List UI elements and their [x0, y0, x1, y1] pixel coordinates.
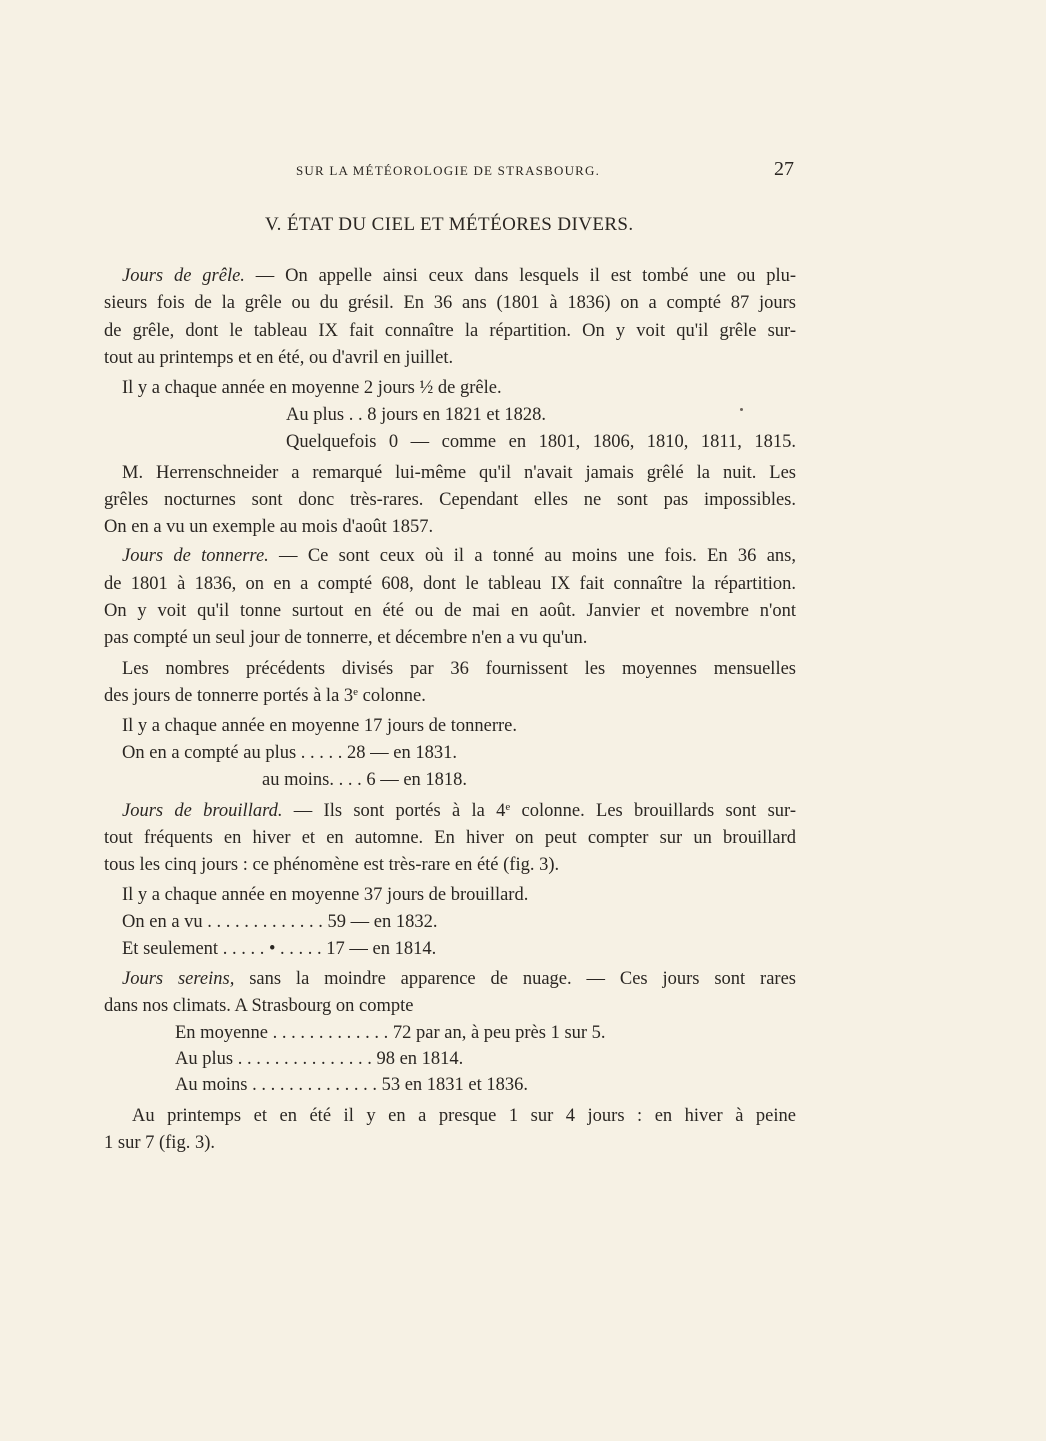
paragraph-line: grêles nocturnes sont donc très-rares. Cependant elles ne sont pas impossibles.: [104, 490, 796, 510]
paragraph-line: tous les cinq jours : ce phénomène est très-rare en été (fig. 3).: [104, 855, 560, 875]
paragraph-heading-grele: Jours de grêle.: [122, 266, 245, 286]
running-head: SUR LA MÉTÉOROLOGIE DE STRASBOURG.: [296, 163, 601, 178]
stat-line: Au plus . . 8 jours en 1821 et 1828.: [286, 405, 547, 425]
stat-line: au moins. . . . 6 — en 1818.: [262, 770, 468, 790]
paragraph-line: dans nos climats. A Strasbourg on compte: [104, 996, 414, 1016]
paragraph-line: On en a vu un exemple au mois d'août 1857.: [104, 517, 434, 537]
ink-speck: [740, 408, 743, 411]
stat-line: En moyenne . . . . . . . . . . . . . 72 par an, à peu près 1 sur 5.: [175, 1023, 606, 1043]
stat-line: On en a vu . . . . . . . . . . . . . 59 — en 1832.: [122, 912, 438, 932]
section-title: V. ÉTAT DU CIEL ET MÉTÉORES DIVERS.: [265, 214, 634, 235]
paragraph-line: des jours de tonnerre portés à la 3e colonne.: [104, 686, 426, 706]
stat-line: Au moins . . . . . . . . . . . . . . 53 en 1831 et 1836.: [175, 1075, 529, 1095]
stat-line: On en a compté au plus . . . . . 28 — en 1831.: [122, 743, 457, 763]
paragraph-line: Les nombres précédents divisés par 36 fournissent les moyennes mensuelles: [122, 659, 796, 679]
paragraph-line: pas compté un seul jour de tonnerre, et décembre n'en a vu qu'un.: [104, 628, 588, 648]
stat-line: Il y a chaque année en moyenne 37 jours de brouillard.: [122, 885, 529, 905]
stat-line: Au plus . . . . . . . . . . . . . . . 98 en 1814.: [175, 1049, 464, 1069]
stat-line: Il y a chaque année en moyenne 2 jours ½ de grêle.: [122, 378, 502, 398]
paragraph-line: Jours de brouillard. — Ils sont portés à la 4e colonne. Les brouillards sont sur-: [122, 801, 796, 821]
paragraph-line: de 1801 à 1836, on en a compté 608, dont le tableau IX fait connaître la répartition.: [104, 574, 796, 594]
paragraph-line: tout au printemps et en été, ou d'avril en juillet.: [104, 348, 454, 368]
stat-line: Et seulement . . . . . • . . . . . 17 — en 1814.: [122, 939, 437, 959]
paragraph-line: tout fréquents en hiver et en automne. En hiver on peut compter sur un brouillard: [104, 828, 796, 848]
paragraph-line: Jours de tonnerre. — Ce sont ceux où il a tonné au moins une fois. En 36 ans,: [122, 546, 796, 566]
paragraph-line: Au printemps et en été il y en a presque 1 sur 4 jours : en hiver à peine: [132, 1106, 796, 1126]
paragraph-line: Jours de grêle. — On appelle ainsi ceux dans lesquels il est tombé une ou plu-: [122, 266, 796, 286]
paragraph-line: 1 sur 7 (fig. 3).: [104, 1133, 215, 1153]
stat-line: Il y a chaque année en moyenne 17 jours de tonnerre.: [122, 716, 518, 736]
paragraph-line: Jours sereins, sans la moindre apparence de nuage. — Ces jours sont rares: [122, 969, 796, 989]
paragraph-line: M. Herrenschneider a remarqué lui-même qu'il n'avait jamais grêlé la nuit. Les: [122, 463, 796, 483]
paragraph-line: On y voit qu'il tonne surtout en été ou de mai en août. Janvier et novembre n'ont: [104, 601, 796, 621]
page-number: 27: [774, 158, 794, 180]
paragraph-line: de grêle, dont le tableau IX fait connaître la répartition. On y voit qu'il grêle sur-: [104, 321, 796, 341]
paragraph-line: sieurs fois de la grêle ou du grésil. En 36 ans (1801 à 1836) on a compté 87 jours: [104, 293, 796, 313]
paragraph-heading-brouillard: Jours de brouillard.: [122, 801, 283, 821]
paragraph-heading-sereins: Jours sereins,: [122, 969, 235, 989]
paragraph-heading-tonnerre: Jours de tonnerre.: [122, 546, 269, 566]
stat-line: Quelquefois 0 — comme en 1801, 1806, 1810, 1811, 1815.: [286, 432, 796, 452]
